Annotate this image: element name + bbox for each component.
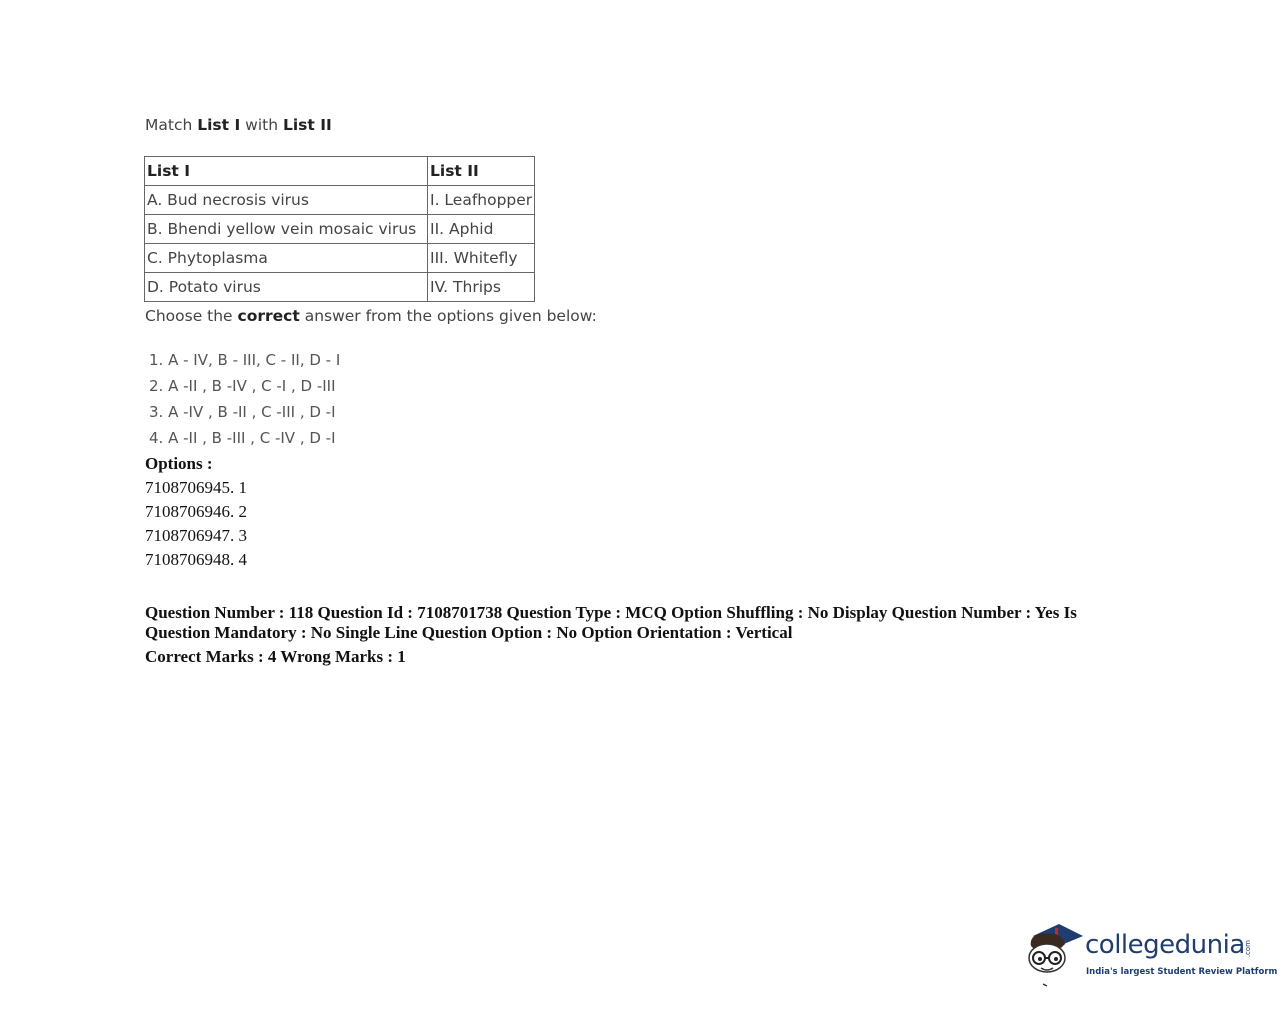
choose-text-1: Choose the (145, 307, 238, 325)
table-cell: IV. Thrips (428, 273, 535, 302)
options-list (145, 478, 247, 574)
table-cell: D. Potato virus (145, 273, 428, 302)
table-row (145, 215, 535, 244)
choose-bold: correct (237, 307, 300, 325)
table-cell: C. Phytoplasma (145, 244, 428, 273)
match-table (144, 156, 535, 302)
list-item: 7108706946. 2 (145, 502, 247, 521)
logo-dotcom: .com (1244, 940, 1252, 958)
mascot-icon (1025, 918, 1085, 990)
options-heading: Options : (145, 454, 213, 473)
table-cell: II. Aphid (428, 215, 535, 244)
table-row (145, 273, 535, 302)
table-header-row (145, 157, 535, 186)
choose-text-2: answer from the options given below: (299, 307, 597, 325)
marks-info: Correct Marks : 4 Wrong Marks : 1 (145, 647, 406, 666)
list-item: 1. A - IV, B - III, C - II, D - I (149, 351, 341, 369)
logo-tagline: India's largest Student Review Platform (1086, 967, 1278, 977)
question-metadata: Question Number : 118 Question Id : 7108701738 Question Type : MCQ Option Shuffling : No Display Question Number : Yes Is Question Mandatory : No Single Line Question Option : No Option Orientation : Vertical (145, 603, 1077, 642)
prompt-list-ii: List II (282, 116, 332, 134)
table-cell: A. Bud necrosis virus (145, 186, 428, 215)
table-cell: B. Bhendi yellow vein mosaic virus (145, 215, 428, 244)
header-list-i: List I (145, 157, 428, 186)
prompt-text-1: Match (145, 116, 198, 134)
list-item: 3. A -IV , B -II , C -III , D -I (149, 403, 336, 421)
prompt-list-i: List I (197, 116, 241, 134)
list-item: 2. A -II , B -IV , C -I , D -III (149, 377, 336, 395)
question-prompt (145, 116, 332, 134)
collegedunia-logo (1025, 918, 1278, 990)
header-list-ii: List II (428, 157, 535, 186)
prompt-text-2: with (240, 116, 283, 134)
list-item: 7108706945. 1 (145, 478, 247, 497)
table-row (145, 186, 535, 215)
answer-choices (149, 349, 340, 453)
list-item: 4. A -II , B -III , C -IV , D -I (149, 429, 336, 447)
table-row (145, 244, 535, 273)
table-cell: III. Whitefly (428, 244, 535, 273)
choose-instruction (145, 307, 597, 325)
list-item: 7108706947. 3 (145, 526, 247, 545)
table-cell: I. Leafhopper (428, 186, 535, 215)
logo-wordmark: collegedunia (1085, 930, 1245, 960)
list-item: 7108706948. 4 (145, 550, 247, 569)
